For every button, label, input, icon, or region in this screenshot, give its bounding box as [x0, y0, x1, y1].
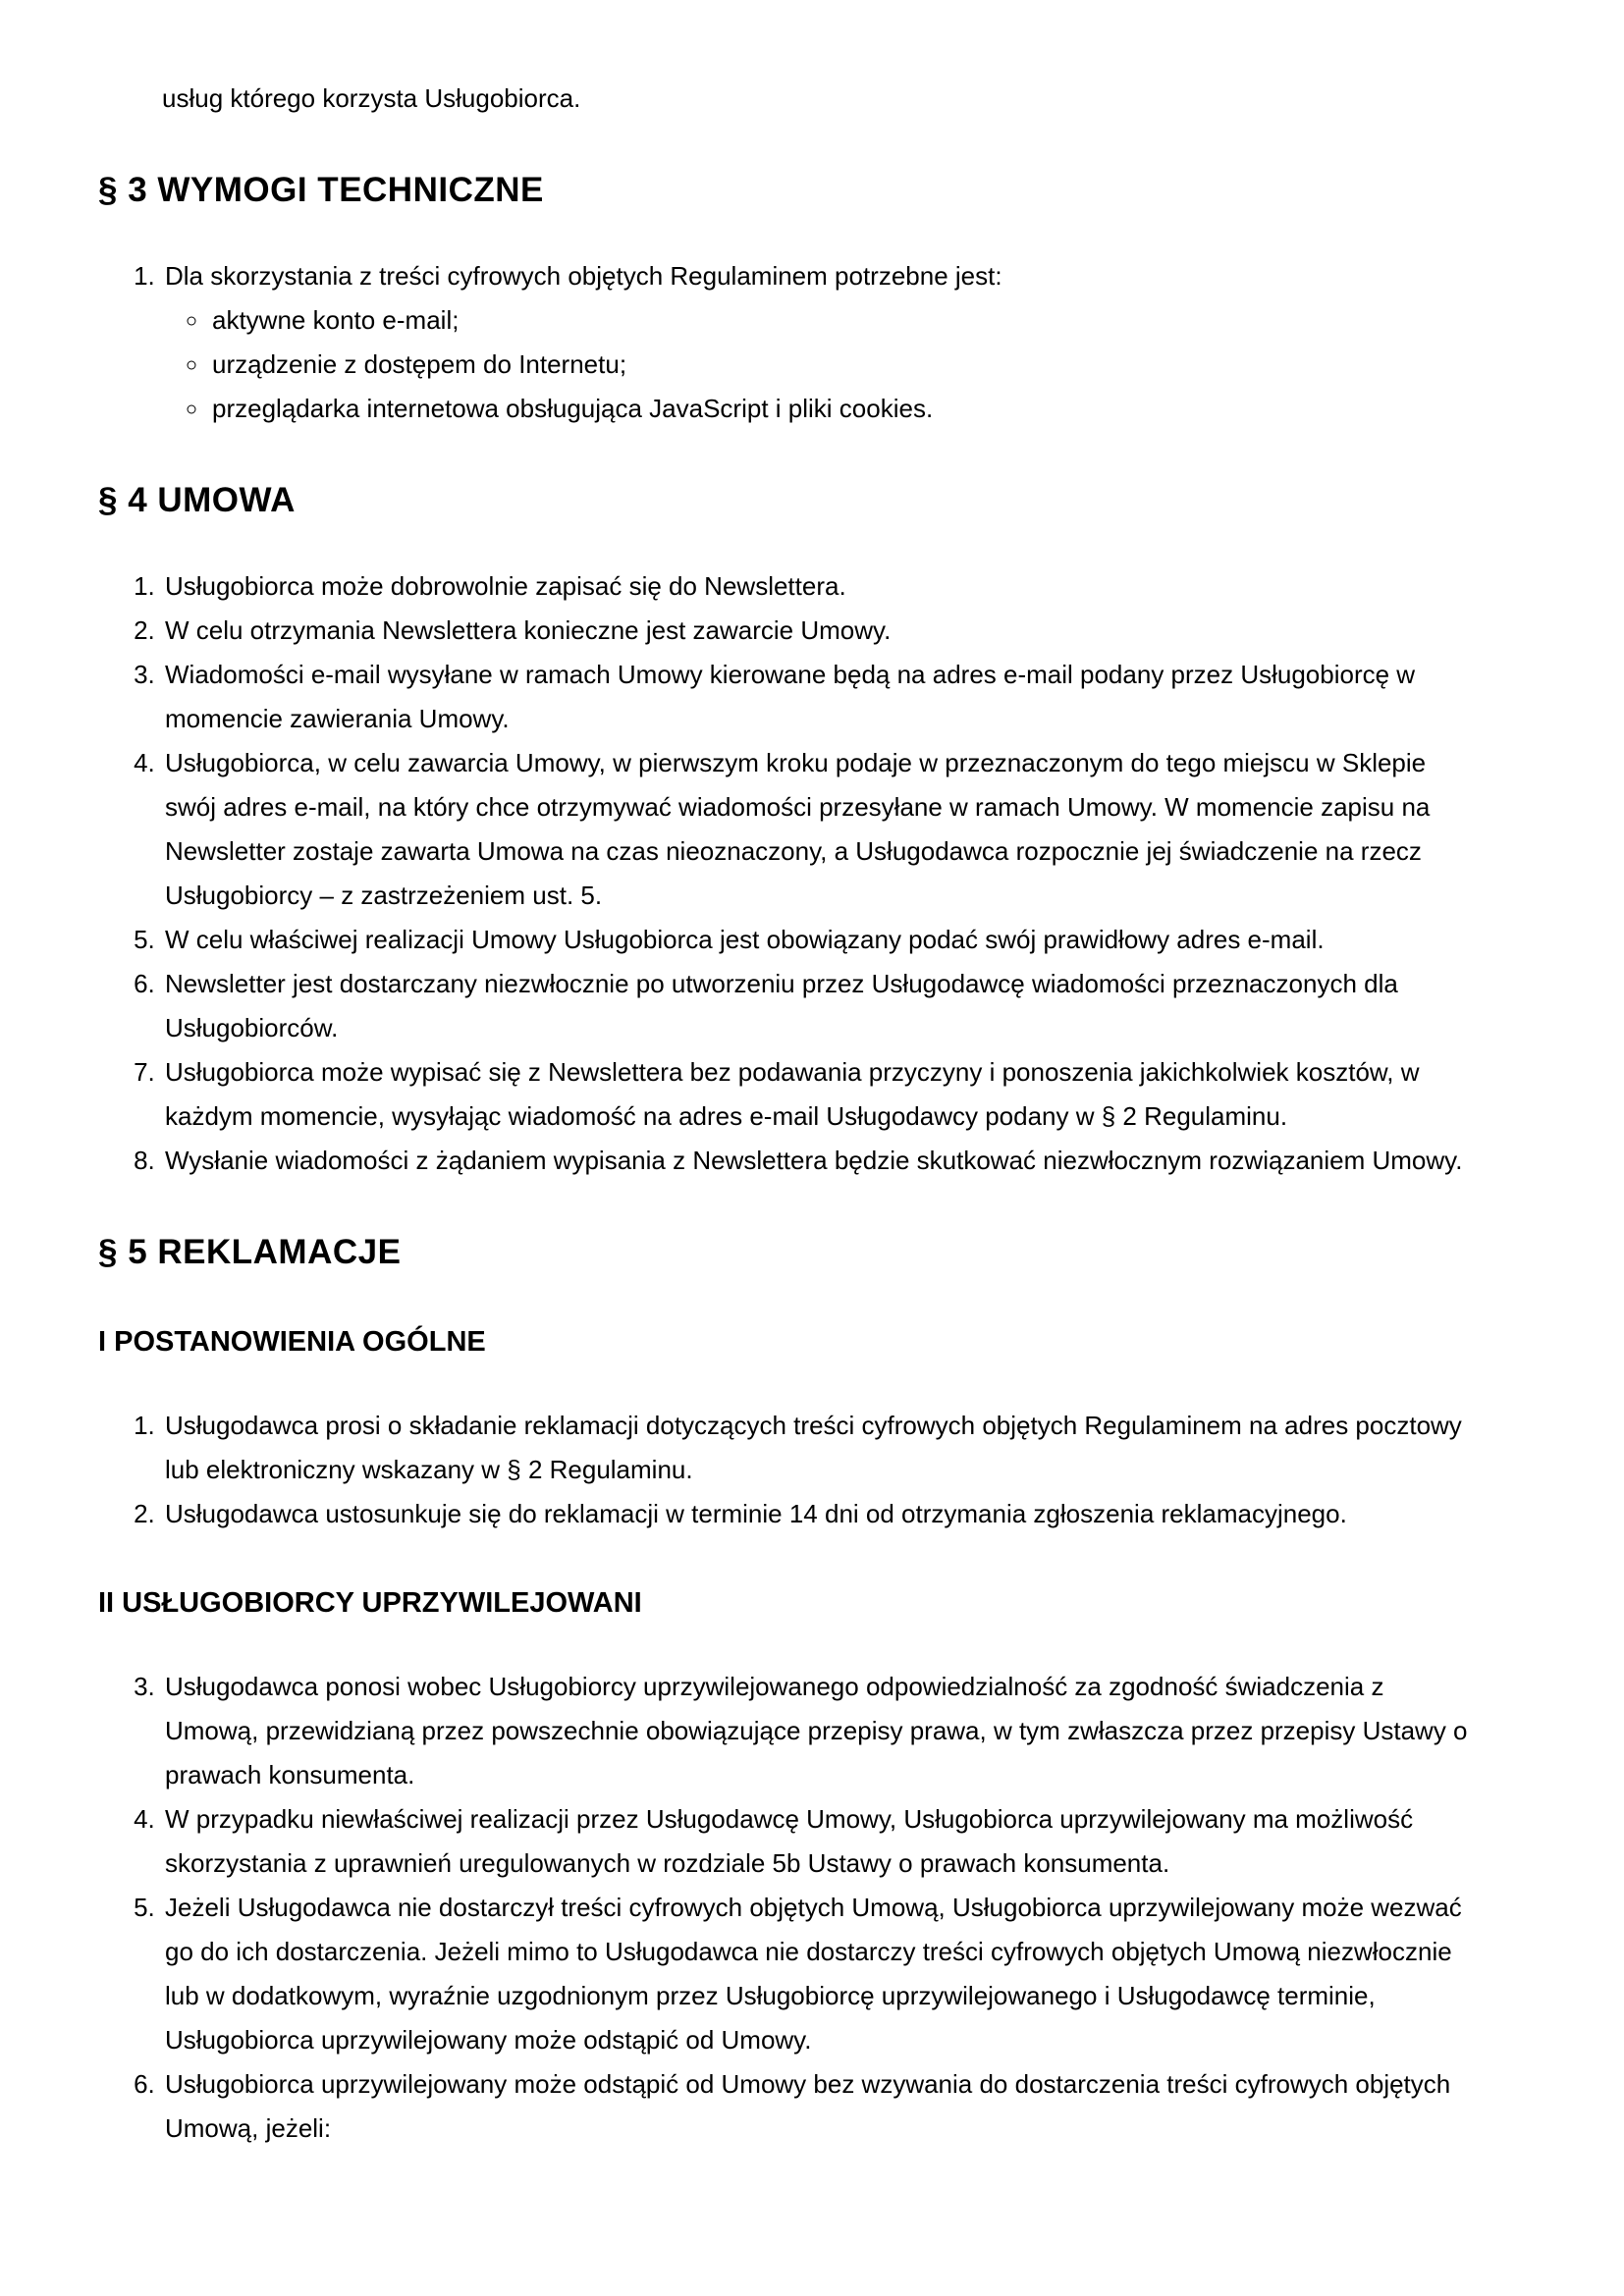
previous-item-continuation-text: usług którego korzysta Usługobiorca. — [162, 83, 581, 113]
list-item: 5. W celu właściwej realizacji Umowy Usługobiorca jest obowiązany podać swój prawidłowy adres e-mail. — [162, 918, 1479, 962]
umowa-list — [98, 564, 1479, 1183]
list-item-text: Dla skorzystania z treści cyfrowych objętych Regulaminem potrzebne jest: — [165, 261, 1002, 291]
wymogi-techniczne-sublist — [165, 298, 1479, 431]
section-heading-umowa: § 4 UMOWA — [98, 481, 296, 519]
uslugobiorcy-uprzywilejowani-list — [98, 1665, 1479, 2151]
list-item: 2. W celu otrzymania Newslettera konieczne jest zawarcie Umowy. — [162, 609, 1479, 653]
subsection-heading-postanowienia-ogolne: I POSTANOWIENIA OGÓLNE — [98, 1326, 486, 1358]
list-item: 2. Usługodawca ustosunkuje się do reklamacji w terminie 14 dni od otrzymania zgłoszenia reklamacyjnego. — [162, 1492, 1479, 1536]
list-item: 3. Wiadomości e-mail wysyłane w ramach Umowy kierowane będą na adres e-mail podany przez Usługobiorcę w momencie zawierania Umowy. — [162, 653, 1479, 741]
section-heading-wymogi-techniczne: § 3 WYMOGI TECHNICZNE — [98, 171, 544, 209]
list-item: 1. Usługodawca prosi o składanie reklamacji dotyczących treści cyfrowych objętych Regulaminem na adres pocztowy lub elektroniczny wskazany w § 2 Regulaminu. — [162, 1404, 1479, 1492]
list-item: 6. Usługobiorca uprzywilejowany może odstąpić od Umowy bez wzywania do dostarczenia treści cyfrowych objętych Umową, jeżeli: — [162, 2062, 1479, 2151]
wymogi-techniczne-list — [98, 254, 1479, 431]
list-item — [162, 254, 1479, 431]
list-item: 8. Wysłanie wiadomości z żądaniem wypisania z Newslettera będzie skutkować niezwłocznym rozwiązaniem Umowy. — [162, 1139, 1479, 1183]
list-item: 6. Newsletter jest dostarczany niezwłocznie po utworzeniu przez Usługodawcę wiadomości przeznaczonych dla Usługobiorców. — [162, 962, 1479, 1050]
section-heading-reklamacje: § 5 REKLAMACJE — [98, 1233, 402, 1271]
list-item: 4. Usługobiorca, w celu zawarcia Umowy, w pierwszym kroku podaje w przeznaczonym do tego miejscu w Sklepie swój adres e-mail, na który chce otrzymywać wiadomości przesyłane w ramach Umowy. W momencie zapisu na Newsletter zostaje zawarta Umowa na czas nieoznaczony, a Usługodawca rozpocznie jej świadczenie na rzecz Usługobiorcy – z zastrzeżeniem ust. 5. — [162, 741, 1479, 918]
list-item: 5. Jeżeli Usługodawca nie dostarczył treści cyfrowych objętych Umową, Usługobiorca uprzywilejowany może wezwać go do ich dostarczenia. Jeżeli mimo to Usługodawca nie dostarczy treści cyfrowych objętych Umową niezwłocznie lub w dodatkowym, wyraźnie uzgodnionym przez Usługobiorcę uprzywilejowanego i Usługodawcę terminie, Usługobiorca uprzywilejowany może odstąpić od Umowy. — [162, 1886, 1479, 2062]
postanowienia-ogolne-list — [98, 1404, 1479, 1536]
sublist-item: ◦ aktywne konto e-mail; — [210, 298, 1479, 343]
sublist-item: ◦ przeglądarka internetowa obsługująca JavaScript i pliki cookies. — [210, 387, 1479, 431]
list-item: 1. Usługobiorca może dobrowolnie zapisać się do Newslettera. — [162, 564, 1479, 609]
list-item: 3. Usługodawca ponosi wobec Usługobiorcy uprzywilejowanego odpowiedzialność za zgodność świadczenia z Umową, przewidzianą przez powszechnie obowiązujące przepisy prawa, w tym zwłaszcza przez przepisy Ustawy o prawach konsumenta. — [162, 1665, 1479, 1797]
sublist-item: ◦ urządzenie z dostępem do Internetu; — [210, 343, 1479, 387]
list-item: 7. Usługobiorca może wypisać się z Newslettera bez podawania przyczyny i ponoszenia jakichkolwiek kosztów, w każdym momencie, wysyłając wiadomość na adres e-mail Usługodawcy podany w § 2 Regulaminu. — [162, 1050, 1479, 1139]
list-item: 4. W przypadku niewłaściwej realizacji przez Usługodawcę Umowy, Usługobiorca uprzywilejowany ma możliwość skorzystania z uprawnień uregulowanych w rozdziale 5b Ustawy o prawach konsumenta. — [162, 1797, 1479, 1886]
subsection-heading-uslugobiorcy-uprzywilejowani: II USŁUGOBIORCY UPRZYWILEJOWANI — [98, 1587, 642, 1619]
